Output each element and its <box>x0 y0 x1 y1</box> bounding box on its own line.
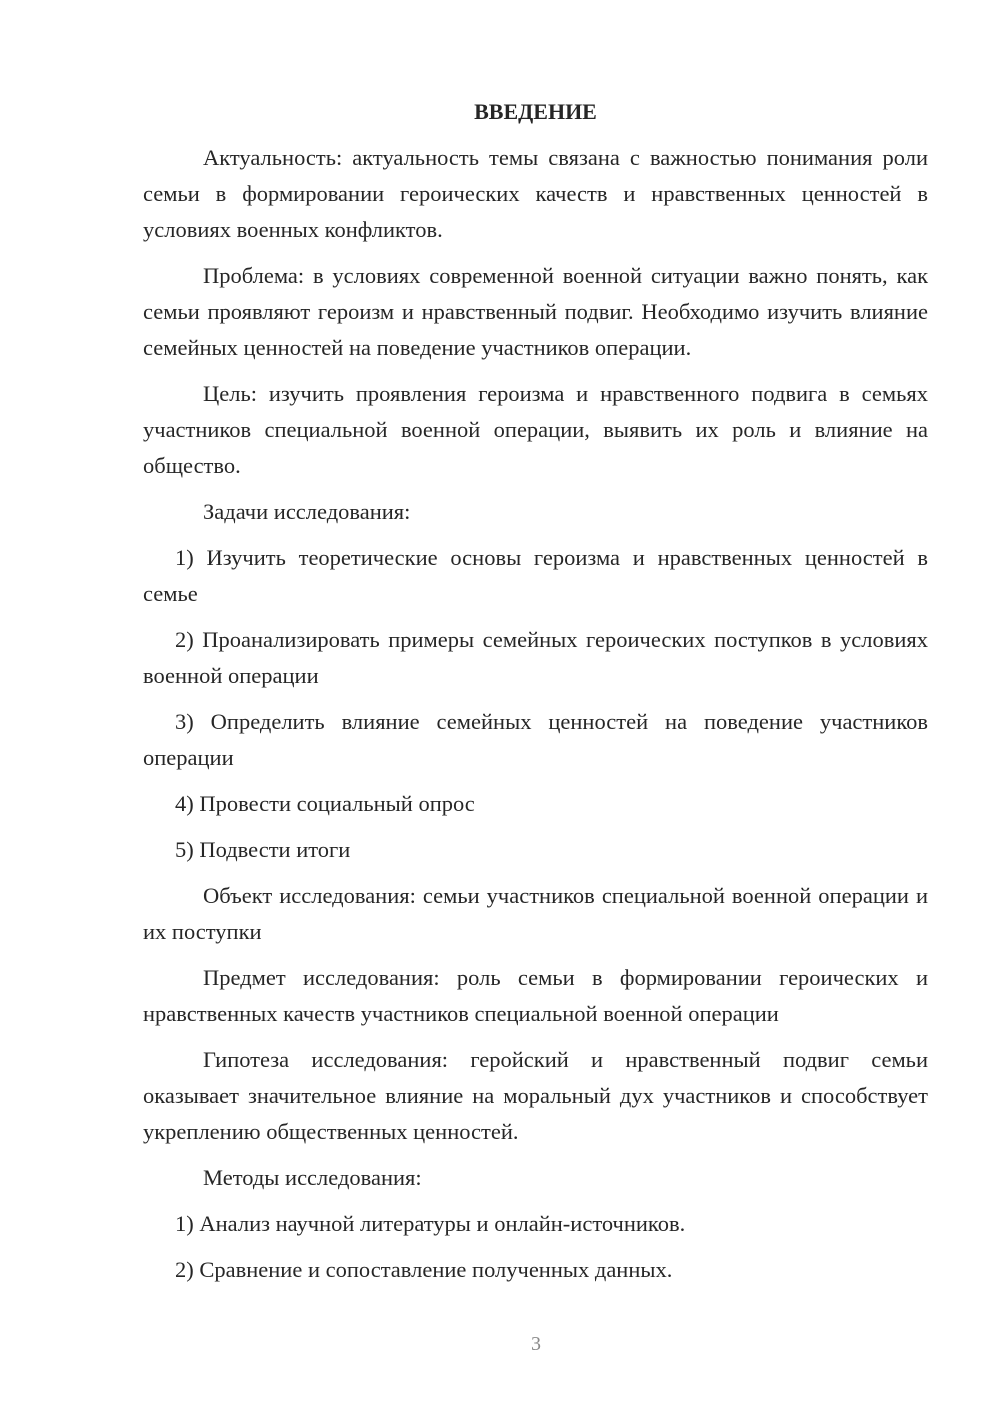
task-item: 4) Провести социальный опрос <box>175 791 475 816</box>
tasks-title: Задачи исследования: <box>203 499 411 524</box>
methods-title: Методы исследования: <box>203 1165 422 1190</box>
subject-paragraph: Предмет исследования: роль семьи в формировании героических и нравственных качеств участников специальной военной операции <box>143 965 928 1026</box>
page-number: 3 <box>531 1333 541 1355</box>
object-paragraph: Объект исследования: семьи участников специальной военной операции и их поступки <box>143 883 928 944</box>
method-item: 1) Анализ научной литературы и онлайн-источников. <box>175 1211 686 1236</box>
task-item: 5) Подвести итоги <box>175 837 351 862</box>
task-item: 3) Определить влияние семейных ценностей на поведение участников операции <box>143 709 928 770</box>
task-item: 2) Проанализировать примеры семейных героических поступков в условиях военной операции <box>143 627 928 688</box>
section-heading: ВВЕДЕНИЕ <box>474 99 597 124</box>
task-item: 1) Изучить теоретические основы героизма и нравственных ценностей в семье <box>143 545 928 606</box>
method-item: 2) Сравнение и сопоставление полученных данных. <box>175 1257 673 1282</box>
page-content <box>143 94 928 1298</box>
hypothesis-paragraph: Гипотеза исследования: геройский и нравственный подвиг семьи оказывает значительное влияние на моральный дух участников и способствует укреплению общественных ценностей. <box>143 1047 928 1144</box>
relevance-paragraph: Актуальность: актуальность темы связана с важностью понимания роли семьи в формировании героических качеств и нравственных ценностей в условиях военных конфликтов. <box>143 145 928 242</box>
problem-paragraph: Проблема: в условиях современной военной ситуации важно понять, как семьи проявляют героизм и нравственный подвиг. Необходимо изучить влияние семейных ценностей на поведение участников операции. <box>143 263 928 360</box>
goal-paragraph: Цель: изучить проявления героизма и нравственного подвига в семьях участников специальной военной операции, выявить их роль и влияние на общество. <box>143 381 928 478</box>
